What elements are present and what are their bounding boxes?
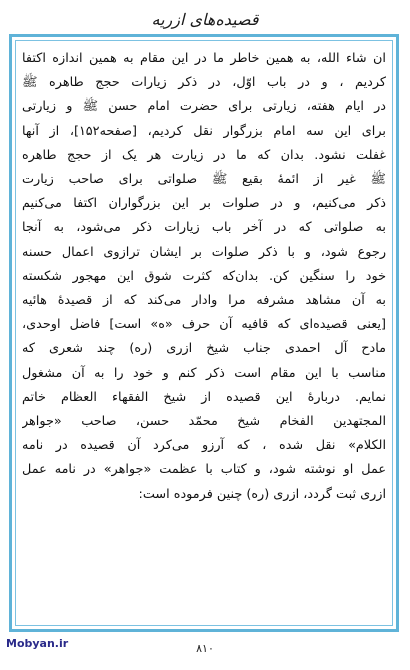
text-line: خود را سنگین کن. بدان‌که کثرت شوق این مهجور شکسته (22, 268, 386, 284)
text-line: مناسب با این مقام است ذکر کنم و خود را به آن مشغول (22, 365, 386, 381)
text-line: کردیم ، و در باب اوّل، در ذکر زیارات حجج طاهره ﷺ (22, 75, 386, 91)
text-line: المجتهدین الفخام شیخ محمّد حسن، صاحب «جواهر (22, 414, 386, 430)
watermark[interactable]: Mobyan.ir (6, 637, 69, 650)
text-line: ﷺ غیر از ائمهٔ بقیع ﷺ صلواتی برای صاحب زیارت (22, 172, 386, 188)
body-text (22, 47, 386, 621)
text-line: برای این سه امام بزرگوار نقل کردیم، [صفحه۱۵۲]، از آنها (22, 123, 386, 139)
text-line: [یعنی قصیده‌ای که قافیه آن حرف «ه» است] فاضل اوحدی، (22, 317, 386, 333)
header-title: قصیده‌ها‌ی‌ ازریه (151, 10, 259, 29)
page-number: ۸۱۰ (196, 642, 214, 655)
text-line: غفلت نشود. بدان که ما در زیارت هر یک از حجج طاهره (22, 147, 386, 163)
text-line: ازری ثبت گردد، ازری (ره) چنین فرموده است: (138, 486, 386, 502)
text-line: به آن مشاهد مشرفه مرا وادار می‌کند که از قصیدهٔ هائیه (22, 293, 386, 309)
text-line: الکلام» نقل شده ، که آرزو می‌کرد آن قصیده در نامه (22, 438, 386, 454)
text-line: در ایام هفته، زیارتی برای حضرت امام حسن ﷺ و زیارتی (22, 99, 386, 115)
text-line: نمایم. دربارهٔ این قصیده از شیخ الفقهاء العظام خاتم (22, 389, 386, 405)
page-header (0, 6, 410, 34)
text-line: عمل او نوشته شود، و کتاب با عظمت «جواهر» در نامه عمل (22, 462, 386, 478)
text-line: رجوع شود، و با ذکر صلوات بر ایشان ترازوی اعمال حسنه (22, 244, 386, 260)
text-line: به صلواتی که در آخر باب زیارات ذکر می‌شود، به آنجا (22, 220, 386, 236)
text-line: مادح آل احمدی جناب شیخ ازری (ره) چند شعری که (22, 341, 386, 357)
text-line: ان شاء الله، به همین خاطر ما در این مقام به همین اندازه اکتفا (22, 51, 386, 66)
text-frame (9, 34, 399, 632)
text-line: ذکر می‌کنیم، و در صلوات بر این بزرگواران اکتفا می‌کنیم (22, 196, 386, 212)
